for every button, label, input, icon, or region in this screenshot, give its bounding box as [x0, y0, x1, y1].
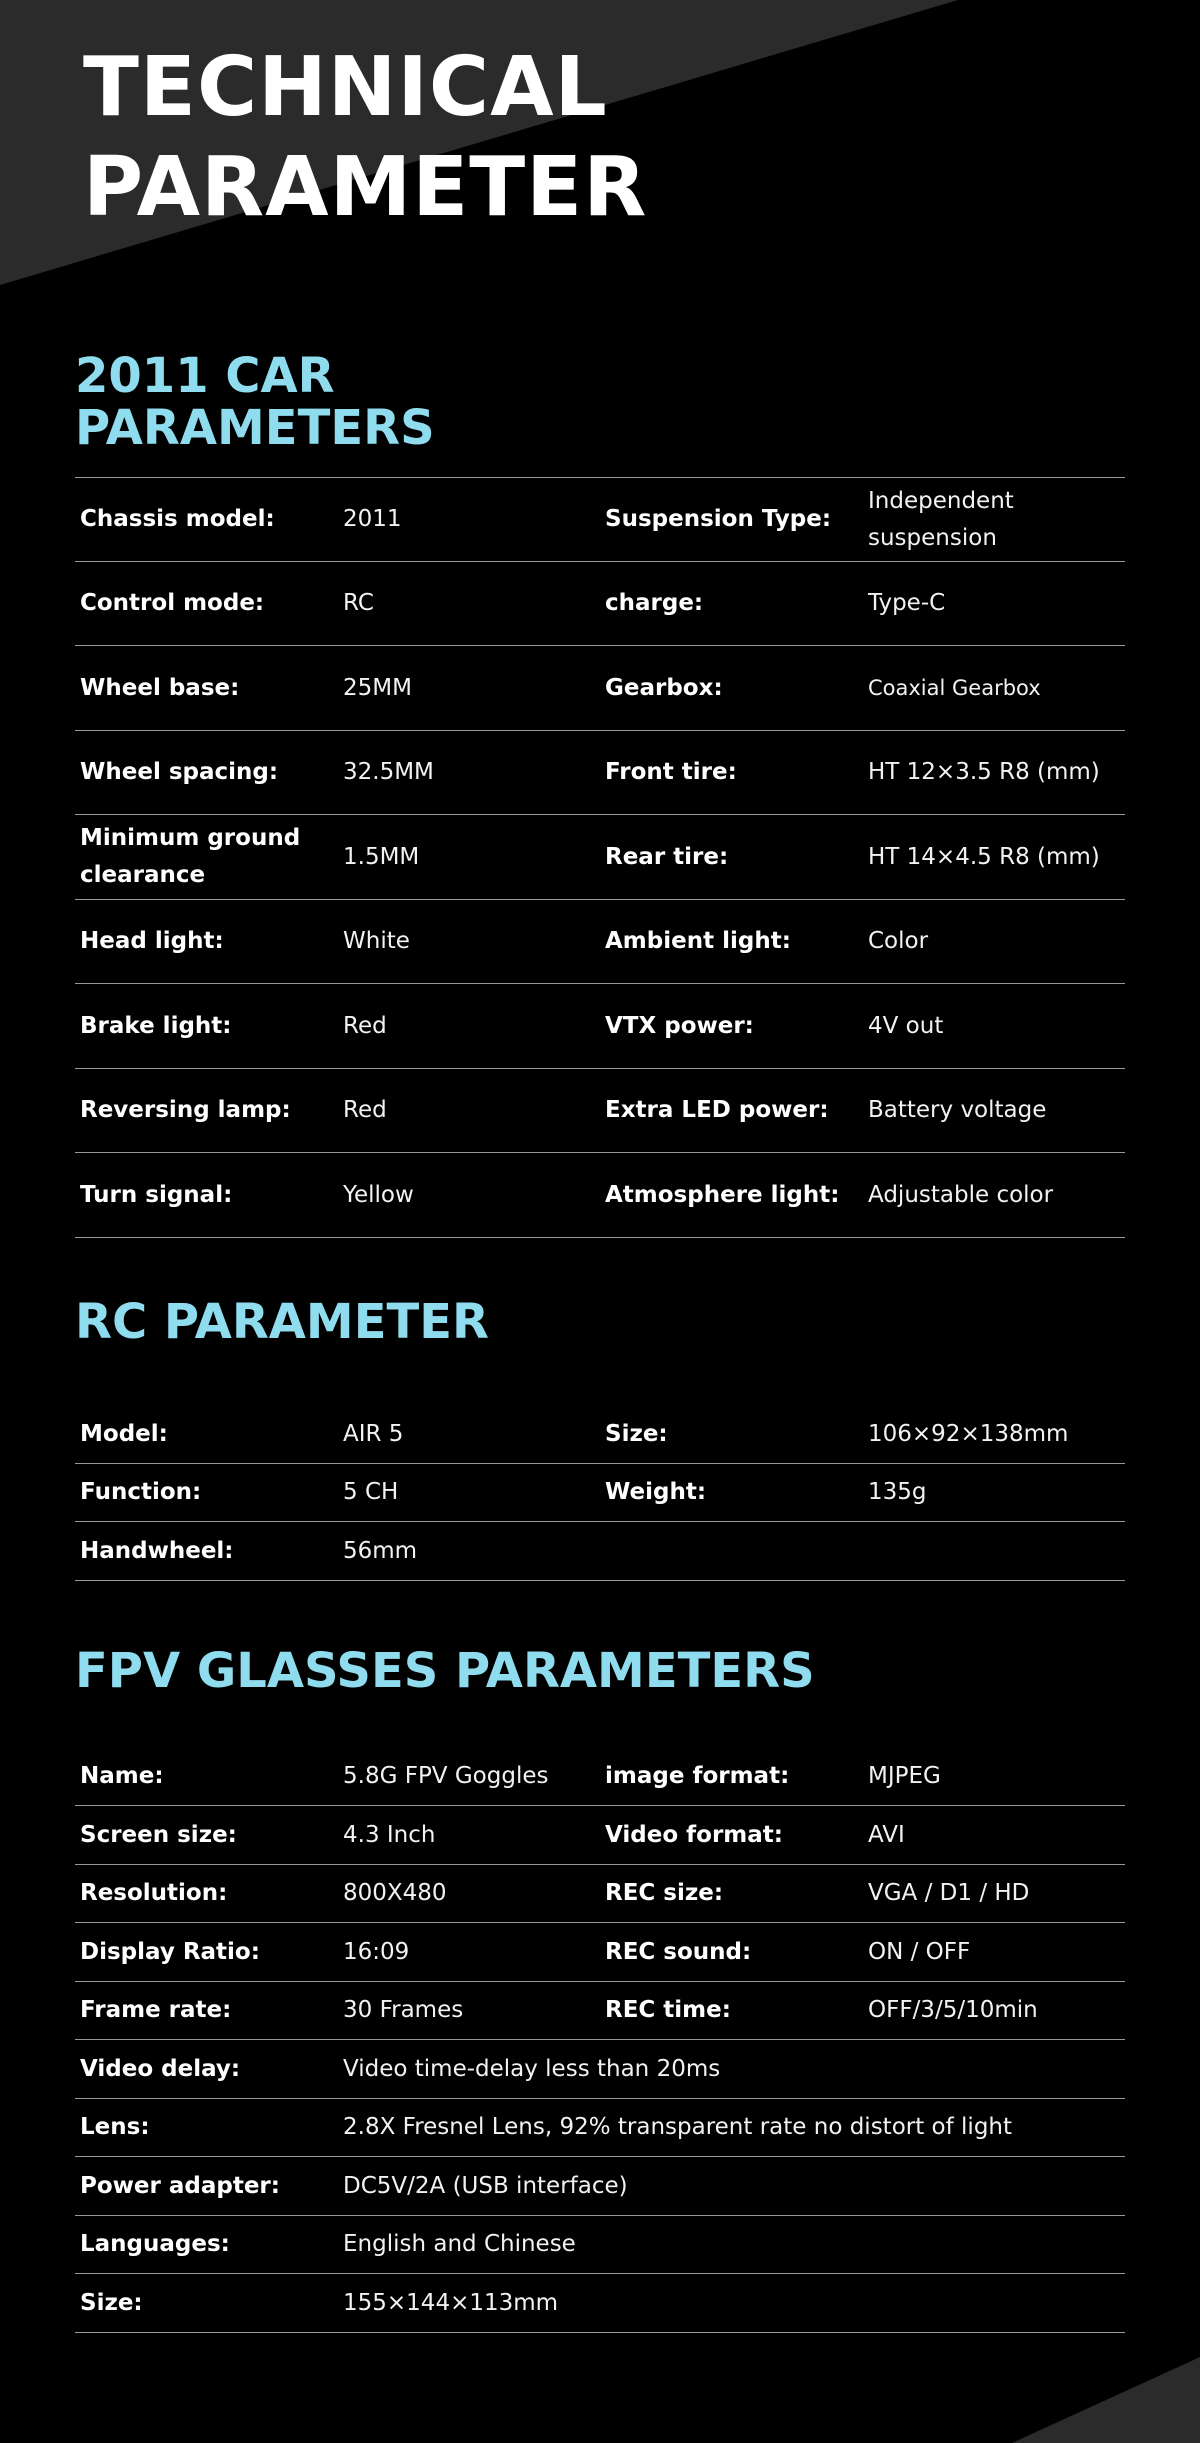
param-value: Video time-delay less than 20ms: [343, 2055, 721, 2082]
param-value: ON / OFF: [868, 1938, 971, 1965]
param-label: image format:: [605, 1763, 790, 1789]
param-value: 135g: [868, 1479, 927, 1505]
param-label: Weight:: [605, 1479, 707, 1505]
param-label: Video format:: [605, 1821, 783, 1848]
table-row: [75, 1522, 1125, 1581]
table-row: [75, 477, 1125, 562]
param-value: Yellow: [343, 1181, 414, 1208]
param-value: DC5V/2A (USB interface): [343, 2172, 628, 2199]
param-label: VTX power:: [605, 1012, 754, 1039]
param-value: 5.8G FPV Goggles: [343, 1763, 549, 1789]
param-label: Screen size:: [80, 1821, 237, 1848]
table-row: [75, 984, 1125, 1069]
param-label: Function:: [80, 1479, 202, 1505]
table-row: [75, 2274, 1125, 2333]
param-label: Minimum ground clearance: [80, 825, 301, 888]
param-label: Brake light:: [80, 1012, 232, 1039]
car-section-title: [75, 350, 435, 454]
param-label: Languages:: [80, 2231, 230, 2257]
param-label: Rear tire:: [605, 843, 729, 870]
param-label: Turn signal:: [80, 1181, 233, 1208]
param-value: 155×144×113mm: [343, 2289, 559, 2316]
param-value: Independent suspension: [868, 487, 1014, 551]
param-label: Head light:: [80, 928, 224, 954]
table-row: [75, 646, 1125, 731]
param-label: Gearbox:: [605, 674, 723, 701]
param-value: 5 CH: [343, 1479, 399, 1505]
param-value: Red: [343, 1012, 387, 1039]
param-value: 106×92×138mm: [868, 1420, 1069, 1447]
param-label: Wheel base:: [80, 674, 240, 701]
param-label: Name:: [80, 1763, 164, 1789]
param-label: REC time:: [605, 1997, 731, 2023]
param-label: Wheel spacing:: [80, 759, 279, 785]
param-value: HT 14×4.5 R8 (mm): [868, 843, 1100, 870]
param-label: Video delay:: [80, 2055, 241, 2082]
param-label: charge:: [605, 590, 704, 616]
param-value: 25MM: [343, 674, 412, 701]
param-value: RC: [343, 590, 374, 616]
param-label: Front tire:: [605, 759, 737, 785]
param-label: Size:: [605, 1420, 668, 1447]
param-label: Control mode:: [80, 590, 265, 616]
param-value: AVI: [868, 1821, 905, 1848]
table-row: [75, 2040, 1125, 2099]
param-label: Reversing lamp:: [80, 1097, 291, 1123]
page-title: [83, 38, 647, 238]
car-section-title-line-1: 2011 CAR: [75, 348, 335, 404]
table-row: [75, 2157, 1125, 2216]
table-row: [75, 1069, 1125, 1153]
param-value: Type-C: [868, 590, 946, 616]
car-parameters-table: [75, 477, 1125, 1238]
table-row: [75, 900, 1125, 984]
param-value: VGA / D1 / HD: [868, 1880, 1030, 1906]
param-value: Color: [868, 928, 929, 954]
param-label: Lens:: [80, 2114, 150, 2140]
param-label: Suspension Type:: [605, 506, 832, 532]
table-row: [75, 1806, 1125, 1865]
table-row: [75, 1464, 1125, 1522]
table-row: [75, 731, 1125, 815]
param-value: Red: [343, 1097, 387, 1123]
param-value: 32.5MM: [343, 759, 434, 785]
page-title-line-2: PARAMETER: [83, 140, 648, 235]
param-value: 2011: [343, 506, 402, 532]
table-row: [75, 562, 1125, 646]
param-label: Power adapter:: [80, 2172, 280, 2199]
table-row: [75, 1982, 1125, 2040]
param-value: English and Chinese: [343, 2231, 576, 2257]
rc-parameters-table: [75, 1405, 1125, 1581]
param-label: Display Ratio:: [80, 1938, 260, 1965]
param-label: REC size:: [605, 1880, 724, 1906]
param-value: Adjustable color: [868, 1181, 1054, 1208]
table-row: [75, 2099, 1125, 2157]
param-value: Battery voltage: [868, 1097, 1047, 1123]
param-label: Model:: [80, 1420, 168, 1447]
param-label: Handwheel:: [80, 1537, 234, 1564]
param-label: Frame rate:: [80, 1997, 232, 2023]
param-value: 56mm: [343, 1537, 418, 1564]
page-title-line-1: TECHNICAL: [83, 40, 608, 135]
param-value: White: [343, 928, 410, 954]
param-value: OFF/3/5/10min: [868, 1997, 1038, 2023]
table-row: [75, 1748, 1125, 1806]
param-label: Ambient light:: [605, 928, 791, 954]
param-value: 16:09: [343, 1938, 410, 1965]
param-label: Resolution:: [80, 1880, 228, 1906]
table-row: [75, 1153, 1125, 1238]
param-label: Atmosphere light:: [605, 1181, 840, 1208]
param-value: 4.3 Inch: [343, 1821, 436, 1848]
table-row: [75, 1865, 1125, 1923]
param-label: Chassis model:: [80, 506, 275, 532]
param-value: 800X480: [343, 1880, 447, 1906]
param-value: HT 12×3.5 R8 (mm): [868, 759, 1100, 785]
param-label: Size:: [80, 2289, 143, 2316]
param-label: Extra LED power:: [605, 1097, 829, 1123]
car-section-title-line-2: PARAMETERS: [75, 400, 435, 456]
table-row: [75, 815, 1125, 900]
fpv-section-title: FPV GLASSES PARAMETERS: [75, 1643, 815, 1699]
param-value: Coaxial Gearbox: [868, 675, 1041, 700]
table-row: [75, 2216, 1125, 2274]
rc-section-title: RC PARAMETER: [75, 1294, 489, 1350]
bottom-corner-band: [0, 2343, 1200, 2443]
param-value: 1.5MM: [343, 843, 420, 870]
table-row: [75, 1923, 1125, 1982]
param-value: MJPEG: [868, 1763, 941, 1789]
fpv-parameters-table: [75, 1748, 1125, 2333]
param-value: 30 Frames: [343, 1997, 464, 2023]
param-label: REC sound:: [605, 1938, 752, 1965]
param-value: 4V out: [868, 1012, 944, 1039]
param-value: 2.8X Fresnel Lens, 92% transparent rate no distort of light: [343, 2114, 1013, 2140]
table-row: [75, 1405, 1125, 1464]
param-value: AIR 5: [343, 1420, 404, 1447]
